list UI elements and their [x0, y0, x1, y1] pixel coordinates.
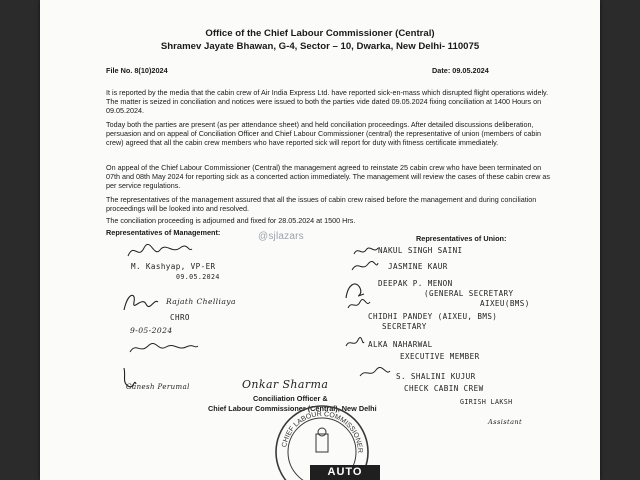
signature-jasmine	[350, 258, 380, 274]
union-title-gensec: (GENERAL SECRETARY	[424, 289, 514, 298]
mgmt-name-kashyap: M. Kashyap, VP-ER	[131, 262, 216, 271]
office-address: Shramev Jayate Bhawan, G-4, Sector – 10, Dwarka, New Delhi- 110075	[160, 41, 480, 52]
union-name-pandey: CHIDHI PANDEY (AIXEU, BMS)	[368, 312, 498, 321]
mgmt-date-kashyap: 09.05.2024	[176, 273, 220, 281]
mgmt-title-chro: CHRO	[170, 313, 190, 322]
svg-text:CHIEF LABOUR COMMISSIONER	[281, 411, 363, 453]
signature-kashyap	[124, 240, 194, 262]
signature-saini	[352, 244, 380, 258]
union-name-naharwal: ALKA NAHARWAL	[368, 340, 433, 349]
officer-title-line1: Conciliation Officer &	[253, 394, 328, 403]
union-name-jasmine: JASMINE KAUR	[388, 262, 448, 271]
union-name-menon: DEEPAK P. MENON	[378, 279, 453, 288]
union-title-exec: EXECUTIVE MEMBER	[400, 352, 480, 361]
seal-text: CHIEF LABOUR COMMISSIONER	[281, 410, 364, 454]
union-heading: Representatives of Union:	[416, 234, 507, 243]
union-title-secretary: SECRETARY	[382, 322, 427, 331]
union-name-saini: NAKUL SINGH SAINI	[378, 246, 463, 255]
signature-third-rep	[126, 338, 200, 358]
paragraph-2: Today both the parties are present (as per attendance sheet) and held conciliation proceedings. After detailed discussions deliberation, persuasion and on appeal of Conciliation Officer and Chief Labour Commissioner (central) the representative of union (members of cabin crew) agreed that all the cabin crew members who have reported sick will report for duty with fitness certificate immediately.	[106, 120, 541, 147]
union-title-assistant: Assistant	[488, 418, 523, 426]
signature-naharwal	[344, 336, 366, 350]
officer-signature-text: Onkar Sharma	[242, 378, 329, 391]
union-name-girish: GIRISH LAKSH	[460, 398, 513, 406]
signature-kujur	[358, 366, 392, 380]
signature-pandey	[346, 296, 372, 312]
officer-title-line2: Chief Labour Commissioner (Central), New Delhi	[208, 404, 377, 413]
document-page	[40, 0, 600, 480]
auto-badge: AUTO	[310, 465, 380, 480]
mgmt-date-chelliaya: 9-05-2024	[130, 326, 173, 335]
document-date: Date: 09.05.2024	[432, 66, 489, 75]
paragraph-1: It is reported by the media that the cabin crew of Air India Express Ltd. have reported sick-en-mass which disrupted flight operations widely. The matter is seized in conciliation and notices were issued to both the parties vide dated 09.05.2024 fixing conciliation at 1400 Hours on 09.05.2024.	[106, 88, 549, 115]
union-title-ccc: CHECK CABIN CREW	[404, 384, 484, 393]
paragraph-4: The representatives of the management assured that all the issues of cabin crew raised before the management and during conciliation proceedings will be looked into and resolved.	[106, 195, 537, 213]
file-number: File No. 8(10)2024	[106, 66, 168, 75]
paragraph-3: On appeal of the Chief Labour Commissioner (Central) the management agreed to reinstate 25 cabin crew who have been terminated on 07th and 08th May 2024 for reporting sick as a concerted action immediately. The management will review the cases of these cabin crew as per service regulations.	[106, 163, 550, 190]
union-name-kujur: S. SHALINI KUJUR	[396, 372, 476, 381]
union-title-aixeu: AIXEU(BMS)	[480, 299, 530, 308]
mgmt-name-perumal: Ganesh Perumal	[126, 383, 190, 391]
office-title: Office of the Chief Labour Commissioner (Central)	[205, 28, 435, 39]
mgmt-name-chelliaya: Rajath Chelliaya	[166, 297, 236, 306]
watermark-text: @sjlazars	[258, 231, 304, 242]
signature-chelliaya	[120, 288, 160, 314]
management-heading: Representatives of Management:	[106, 228, 221, 237]
paragraph-5: The conciliation proceeding is adjourned and fixed for 28.05.2024 at 1500 Hrs.	[106, 216, 356, 225]
